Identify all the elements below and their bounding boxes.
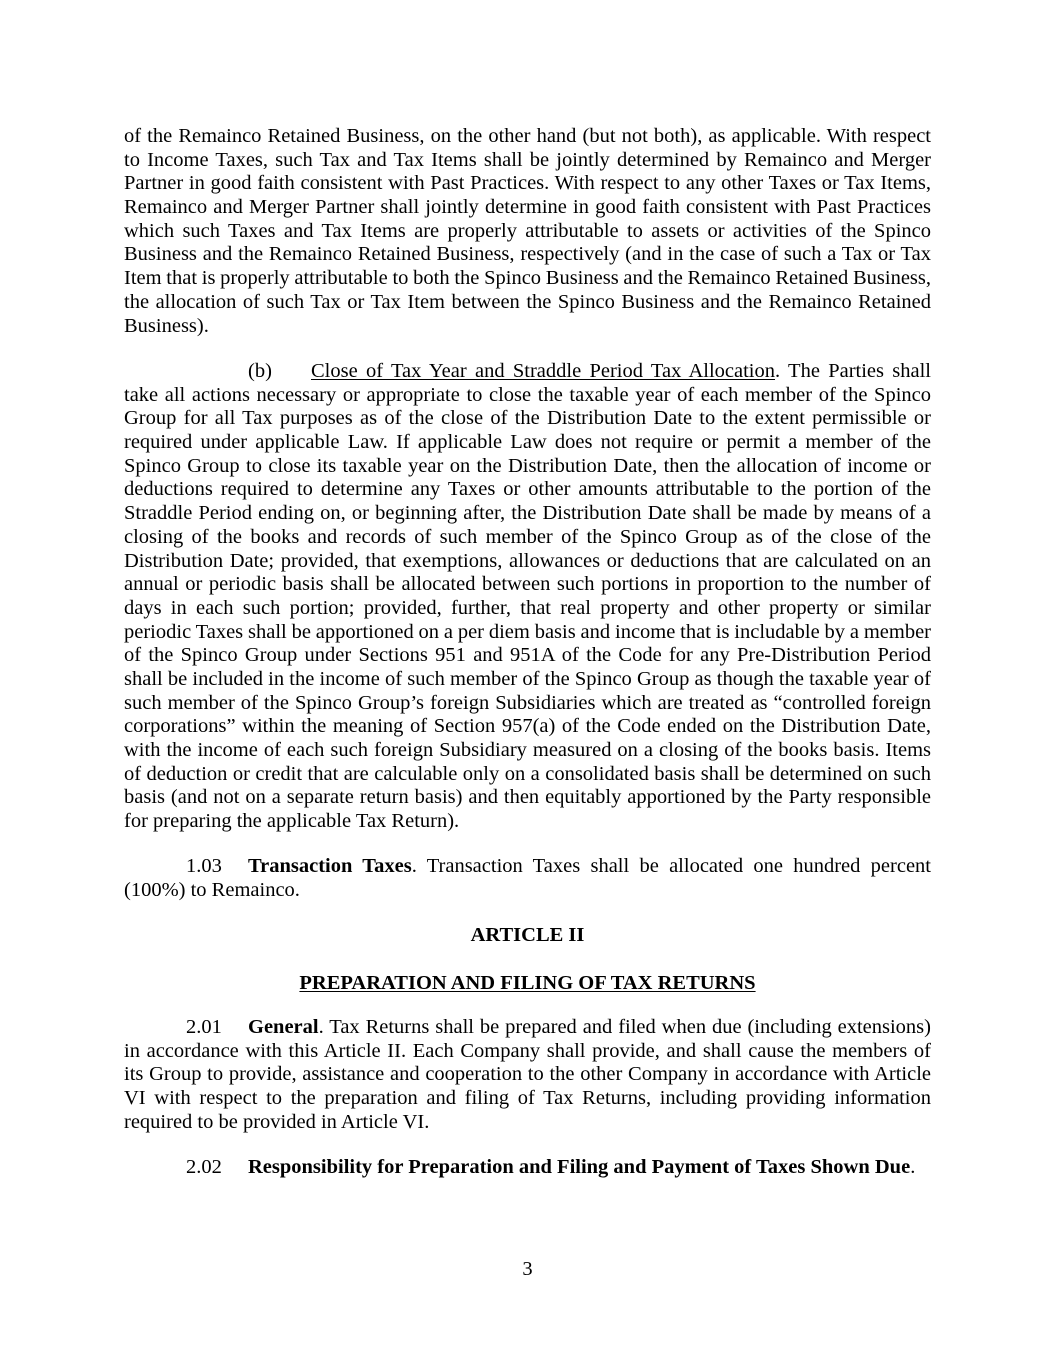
paragraph-line: corporations” within the meaning of Section 957(a) of the Code ended on the Distribution Date, [124,715,931,738]
paragraph-line: its Group to provide, assistance and cooperation to the other Company in accordance with Article [124,1063,931,1086]
section-1-03-first-line [124,855,931,879]
paragraph-line: required under applicable Law. If applicable Law does not require or permit a member of the [124,431,931,454]
paragraph-line: Remainco and Merger Partner shall jointly determine in good faith consistent with Past Practices [124,196,931,219]
paragraph-line: VI with respect to the preparation and filing of Tax Returns, including providing information [124,1087,931,1110]
paragraph-line: annual or periodic basis shall be allocated between such portions in proportion to the number of [124,573,931,596]
paragraph-line: Straddle Period ending on, or beginning after, the Distribution Date shall be made by means of a [124,502,931,525]
paragraph-line: in accordance with this Article II. Each Company shall provide, and shall cause the members of [124,1039,931,1062]
paragraph-line: (100%) to Remainco. [124,878,300,901]
section-b-heading-line [311,360,931,384]
paragraph-line: of the Remainco Retained Business, on the other hand (but not both), as applicable. With respect [124,125,931,147]
paragraph-line: such member of the Spinco Group’s foreign Subsidiaries which are treated as “controlled foreign [124,691,931,714]
paragraph-line: of the Spinco Group under Sections 951 and 951A of the Code for any Pre-Distribution Period [124,644,931,667]
section-2-02-number: 2.02 [186,1156,222,1178]
paragraph-line: days in each such portion; provided, further, that real property and other property or similar [124,596,931,619]
paragraph-line: Spinco Group to close its taxable year on the Distribution Date, then the allocation of income or [124,454,931,477]
paragraph-line: closing of the books and records of such member of the Spinco Group as of the close of the [124,525,931,548]
paragraph-line: with the income of each such foreign Subsidiary measured on a closing of the books basis. Items [124,739,931,761]
section-1-03-heading-tail: . Transaction Taxes shall be allocated one hundred percent [411,855,931,877]
section-2-02-first-line [124,1156,931,1180]
section-b-label: (b) [248,360,272,382]
section-2-01-first-line [124,1016,931,1040]
paragraph-line: which such Taxes and Tax Items are properly attributable to assets or activities of the Spinco [124,219,931,242]
section-2-01-heading-line [248,1016,931,1040]
section-2-02-heading-line [248,1156,931,1180]
paragraph-line: basis (and not on a separate return basis) and then equitably apportioned by the Party responsible [124,786,931,809]
paragraph-line: for preparing the applicable Tax Return). [124,810,460,833]
page-number: 3 [522,1258,533,1280]
section-b-paragraph [124,360,931,834]
paragraph-line: deductions required to determine any Taxes or other amounts attributable to the portion of the [124,478,931,501]
paragraph-line: take all actions necessary or appropriate to close the taxable year of each member of the Spinco [124,383,931,406]
section-b-first-line [124,360,931,384]
section-1-03-number: 1.03 [186,855,222,877]
paragraph-line: Distribution Date; provided, that exemptions, allowances or deductions that are calculated on an [124,549,931,572]
paragraph-line: Group for all Tax purposes as of the close of the Distribution Date to the extent permissible or [124,407,931,430]
section-2-02-heading: Responsibility for Preparation and Filing and Payment of Taxes Shown Due [248,1156,911,1178]
section-1-03-heading: Transaction Taxes [248,855,412,877]
section-2-01-heading: General [248,1016,319,1038]
section-2-01-paragraph [124,1016,931,1134]
article-title: PREPARATION AND FILING OF TAX RETURNS [299,972,756,994]
section-2-01-number: 2.01 [186,1016,222,1038]
section-b-heading: Close of Tax Year and Straddle Period Tax Allocation [311,360,776,382]
paragraph-line: shall be included in the income of such member of the Spinco Group as though the taxable year of [124,667,931,690]
section-2-01-heading-tail: . Tax Returns shall be prepared and filed when due (including extensions) [318,1016,931,1038]
section-2-02-paragraph [124,1156,931,1180]
paragraph-line: required to be provided in Article VI. [124,1110,430,1133]
paragraph-line: Item that is properly attributable to both the Spinco Business and the Remainco Retained Business, [124,267,931,290]
paragraph-line: to Income Taxes, such Tax and Tax Items shall be jointly determined by Remainco and Merger [124,148,931,171]
article-label: ARTICLE II [470,924,585,946]
section-1-03-heading-line [248,855,931,879]
continued-paragraph [124,125,931,338]
paragraph-line: the allocation of such Tax or Tax Item between the Spinco Business and the Remainco Retained [124,290,931,313]
section-1-03-paragraph [124,855,931,902]
paragraph-line: Business). [124,314,209,337]
article-title-wrap [124,972,931,996]
paragraph-line: periodic Taxes shall be apportioned on a per diem basis and income that is includable by a member [124,620,931,643]
paragraph-line: Business and the Remainco Retained Business, respectively (and in the case of such a Tax or Tax [124,243,931,266]
section-2-02-heading-tail: . [910,1156,916,1178]
paragraph-line: Partner in good faith consistent with Past Practices. With respect to any other Taxes or Tax Items, [124,172,931,195]
section-b-heading-tail: . The Parties shall [775,360,931,382]
paragraph-line: of deduction or credit that are calculable only on a consolidated basis shall be determined on such [124,762,931,785]
